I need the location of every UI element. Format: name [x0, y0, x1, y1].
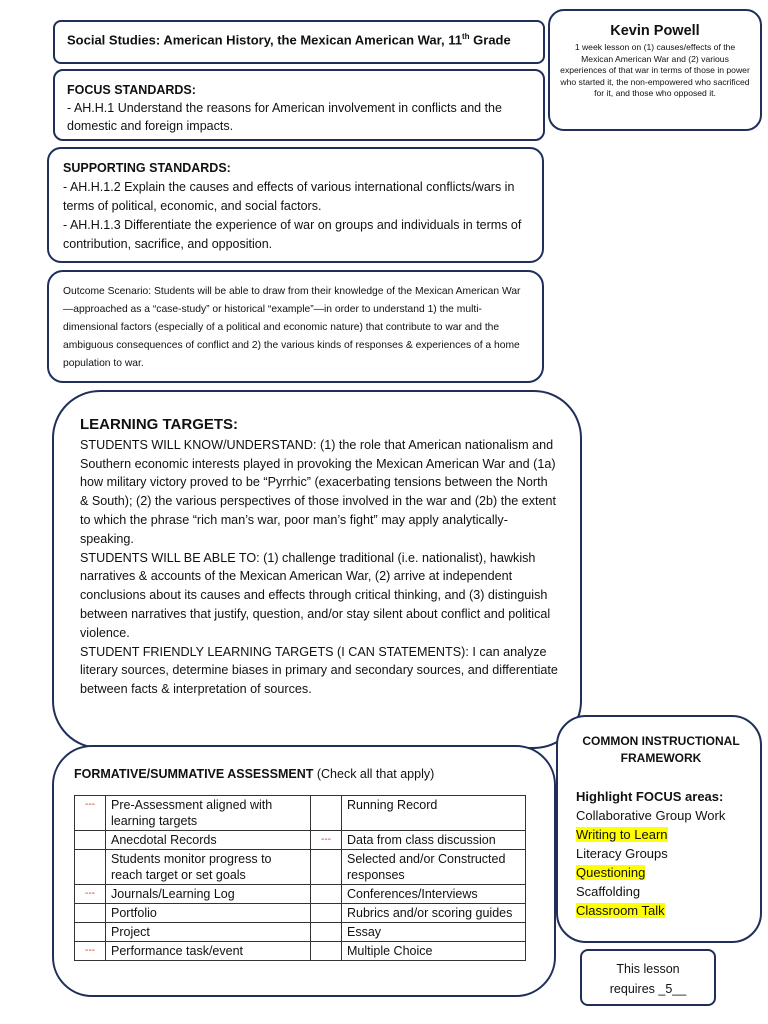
right-checkbox[interactable] [311, 850, 342, 885]
supporting-standard-item: - AH.H.1.2 Explain the causes and effects of various international conflicts/wars in terms of political, economic, and social factors. [63, 180, 515, 213]
assessment-heading-title: FORMATIVE/SUMMATIVE ASSESSMENT [74, 767, 314, 781]
right-checkbox[interactable] [311, 923, 342, 942]
right-option: Rubrics and/or scoring guides [342, 904, 526, 923]
table-row [75, 850, 526, 885]
table-row [75, 942, 526, 961]
left-option: Journals/Learning Log [106, 885, 311, 904]
framework-item-collaborative-group-work[interactable] [576, 806, 746, 825]
table-row [75, 923, 526, 942]
right-option: Essay [342, 923, 526, 942]
author-name: Kevin Powell [610, 23, 700, 39]
framework-item-label: Writing to Learn [576, 827, 668, 842]
left-checkbox[interactable] [75, 850, 106, 885]
framework-item-label: Scaffolding [576, 884, 641, 899]
author-box [548, 9, 762, 131]
framework-item-label: Literacy Groups [576, 846, 668, 861]
focus-standards-box [53, 69, 545, 141]
right-option: Multiple Choice [342, 942, 526, 961]
left-checkbox[interactable]: --- [75, 796, 106, 831]
right-checkbox[interactable] [311, 796, 342, 831]
focus-standards-heading: FOCUS STANDARDS: [67, 83, 196, 97]
assessment-heading [74, 767, 538, 781]
right-checkbox[interactable] [311, 942, 342, 961]
supporting-standards-box [47, 147, 544, 263]
right-checkbox[interactable] [311, 885, 342, 904]
right-option: Selected and/or Constructed responses [342, 850, 526, 885]
framework-item-classroom-talk[interactable] [576, 901, 746, 920]
assessment-table [74, 795, 526, 961]
table-row [75, 885, 526, 904]
framework-item-literacy-groups[interactable] [576, 844, 746, 863]
table-row [75, 796, 526, 831]
learning-target-paragraph: STUDENTS WILL KNOW/UNDERSTAND: (1) the role that American nationalism and Southern economic interests played in provoking the Mexican American War and (1a) how military victory proved to be “Pyrrhic” (exacerbating tensions between the North & South); (2) the various perspectives of those involved in the war and (2b) the extent to which the phrase “rich man’s war, poor man’s fight” may apply analytically-speaking. [80, 437, 557, 546]
left-checkbox[interactable] [75, 923, 106, 942]
learning-targets-box [52, 390, 582, 749]
right-option: Data from class discussion [342, 831, 526, 850]
left-checkbox[interactable]: --- [75, 885, 106, 904]
outcome-scenario-text: Outcome Scenario: Students will be able to draw from their knowledge of the Mexican American War—approached as a “case-study” or historical “example”—in order to understand 1) the multi-dimensional factors (especially of a political and economic nature) that contribute to war and the ambiguous consequences of conflict and 2) the various kinds of responses & experiences of a home population to war. [63, 286, 521, 369]
supporting-standard-item: - AH.H.1.3 Differentiate the experience of war on groups and individuals in terms of contribution, sacrifice, and opposition. [63, 218, 522, 251]
left-option: Portfolio [106, 904, 311, 923]
left-option: Pre-Assessment aligned with learning targets [106, 796, 311, 831]
left-option: Project [106, 923, 311, 942]
framework-item-label: Classroom Talk [576, 903, 665, 918]
left-option: Students monitor progress to reach target or set goals [106, 850, 311, 885]
right-option: Running Record [342, 796, 526, 831]
framework-item-questioning[interactable] [576, 863, 746, 882]
left-checkbox[interactable]: --- [75, 942, 106, 961]
lesson-title-box [53, 20, 545, 64]
left-option: Performance task/event [106, 942, 311, 961]
learning-targets-heading: LEARNING TARGETS: [80, 416, 239, 433]
framework-item-writing-to-learn[interactable] [576, 825, 746, 844]
assessment-heading-note: (Check all that apply) [313, 767, 435, 781]
framework-item-label: Collaborative Group Work [576, 808, 726, 823]
right-option: Conferences/Interviews [342, 885, 526, 904]
right-checkbox[interactable]: --- [311, 831, 342, 850]
lesson-requirement-box [580, 949, 716, 1006]
table-row [75, 904, 526, 923]
supporting-standards-heading: SUPPORTING STANDARDS: [63, 161, 231, 175]
framework-item-scaffolding[interactable] [576, 882, 746, 901]
lesson-title-end: Grade [469, 32, 511, 48]
left-option: Anecdotal Records [106, 831, 311, 850]
author-description: 1 week lesson on (1) causes/effects of the Mexican American War and (2) various experiences of that war in terms of those in power who started it, the non-empowered who sacrificed for it, and those who opposed it. [560, 42, 750, 98]
left-checkbox[interactable] [75, 831, 106, 850]
framework-subheading: Highlight FOCUS areas: [576, 789, 724, 804]
assessment-box [52, 745, 556, 997]
focus-standard-item: - AH.H.1 Understand the reasons for American involvement in conflicts and the domestic and foreign impacts. [67, 101, 502, 133]
instructional-framework-box [556, 715, 762, 943]
learning-target-paragraph: STUDENT FRIENDLY LEARNING TARGETS (I CAN STATEMENTS): I can analyze literary sources, determine biases in primary and secondary sources, and differentiate between facts & interpretation of sources. [80, 644, 558, 697]
learning-target-paragraph: STUDENTS WILL BE ABLE TO: (1) challenge traditional (i.e. nationalist), hawkish narratives & accounts of the Mexican American War, (2) arrive at independent conclusions about its causes and effects through critical thinking, and (3) distinguish between narratives that justify, question, and/or stay silent about conflict and political violence. [80, 550, 551, 640]
table-row [75, 831, 526, 850]
right-checkbox[interactable] [311, 904, 342, 923]
lesson-title: Social Studies: American History, the Mexican American War, 11 [67, 32, 462, 48]
framework-heading: COMMON INSTRUCTIONAL FRAMEWORK [582, 734, 740, 765]
framework-item-label: Questioning [576, 865, 646, 880]
lesson-title-sup: th [461, 32, 470, 41]
requirement-line-1: This lesson [616, 962, 680, 976]
requirement-line-2: requires _5__ [609, 982, 687, 996]
outcome-scenario-box [47, 270, 544, 383]
left-checkbox[interactable] [75, 904, 106, 923]
